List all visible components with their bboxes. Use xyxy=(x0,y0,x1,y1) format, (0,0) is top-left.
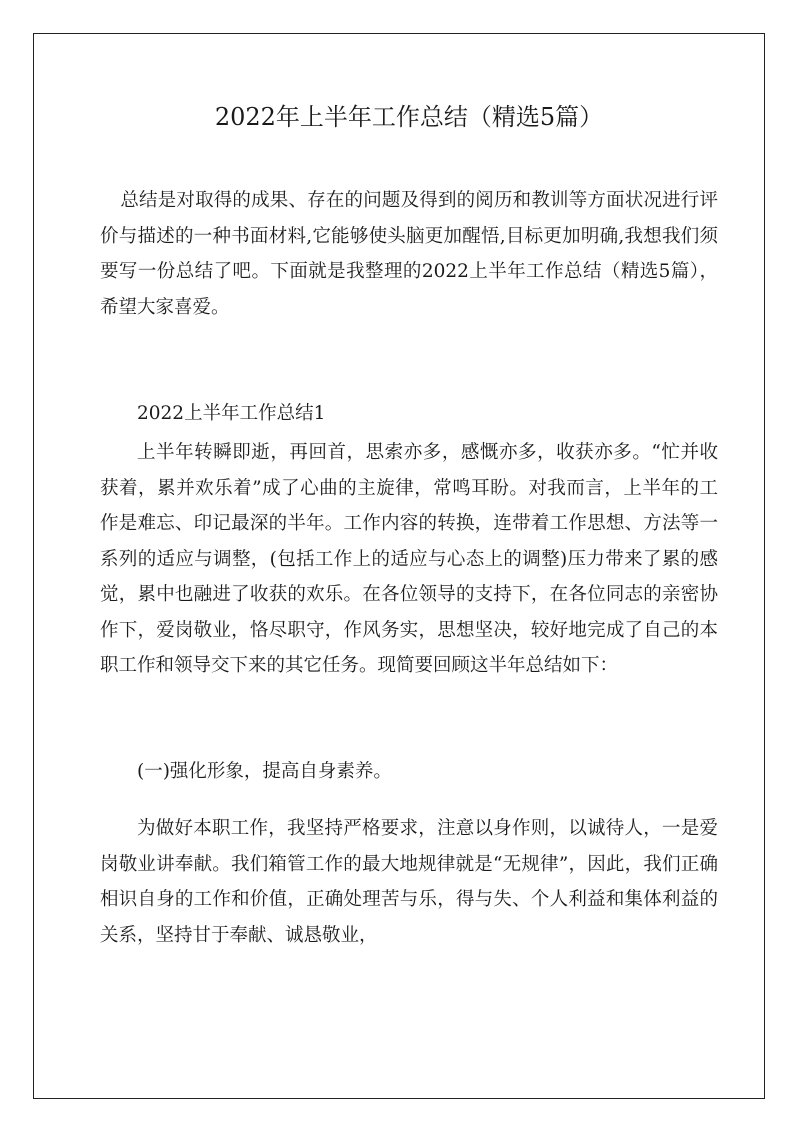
sub-heading: (一)强化形象，提高自身素养。 xyxy=(137,761,392,782)
document-title: 2022年上半年工作总结（精选5篇） xyxy=(214,103,604,131)
intro-paragraph: 总结是对取得的成果、存在的问题及得到的阅历和教训等方面状况进行评价与描述的一种书面材料,它能够使头脑更加醒悟,目标更加明确,我想我们须要写一份总结了吧。下面就是我整理的2022上半年工作总结（精选5篇），希望大家喜爱。 xyxy=(100,190,718,318)
section-heading: 2022上半年工作总结1 xyxy=(137,403,326,424)
body-paragraph: 上半年转瞬即逝，再回首，思索亦多，感慨亦多，收获亦多。“忙并收获着，累并欢乐着”成了心曲的主旋律，常鸣耳盼。对我而言，上半年的工作是难忘、印记最深的半年。工作内容的转换，连带着工作思想、方法等一系列的适应与调整，(包括工作上的适应与心态上的调整)压力带来了累的感觉，累中也融进了收获的欢乐。在各位领导的支持下，在各位同志的亲密协作下，爱岗敬业，恪尽职守，作风务实，思想坚决，较好地完成了自己的本职工作和领导交下来的其它任务。现简要回顾这半年总结如下： xyxy=(100,442,718,676)
body-paragraph: 为做好本职工作，我坚持严格要求，注意以身作则，以诚待人，一是爱岗敬业讲奉献。我们箱管工作的最大地规律就是“无规律”，因此，我们正确相识自身的工作和价值，正确处理苦与乐，得与失、个人利益和集体利益的关系，坚持甘于奉献、诚恳敬业， xyxy=(100,818,718,946)
